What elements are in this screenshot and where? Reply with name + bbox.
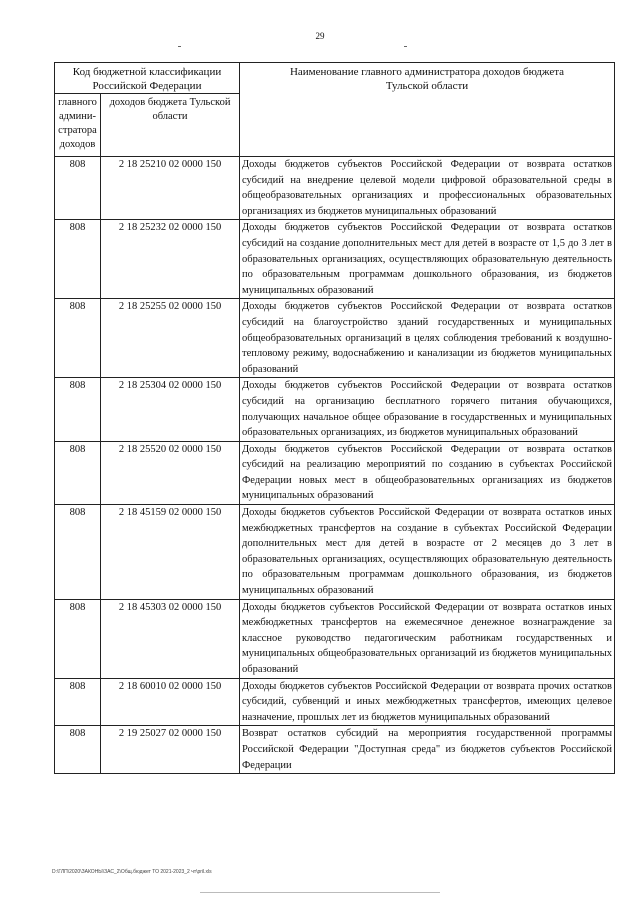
admin-code-cell: 808 bbox=[55, 220, 101, 299]
table-row bbox=[55, 299, 615, 378]
budget-code-cell: 2 18 25255 02 0000 150 bbox=[101, 299, 240, 378]
header-budget-revenues: доходов бюджета Тульской области bbox=[101, 94, 240, 157]
table-row bbox=[55, 378, 615, 441]
admin-code-cell: 808 bbox=[55, 378, 101, 441]
revenue-name-cell: Доходы бюджетов субъектов Российской Федерации от возврата остатков иных межбюджетных трансфертов на создание в субъектах Российской Федерации дополнительных мест для детей в возрасте от 2 месяцев до 3 лет в образовательных организациях, осуществляющих образовательную деятельность по образовательным программам дошкольного образования, из бюджетов муниципальных образований bbox=[240, 505, 615, 600]
revenue-name-cell: Доходы бюджетов субъектов Российской Федерации от возврата остатков субсидий на создание дополнительных мест для детей в возрасте от 1,5 до 3 лет в образовательных организациях, осуществляющих образовательную деятельность по образовательным программам дошкольного образования, из бюджетов муниципальных образований bbox=[240, 220, 615, 299]
budget-code-cell: 2 18 25210 02 0000 150 bbox=[101, 157, 240, 220]
table-row bbox=[55, 157, 615, 220]
admin-code-cell: 808 bbox=[55, 157, 101, 220]
revenue-name-cell: Возврат остатков субсидий на мероприятия государственной программы Российской Федерации "Доступная среда" из бюджетов субъектов Российской Федерации bbox=[240, 726, 615, 774]
budget-code-cell: 2 19 25027 02 0000 150 bbox=[101, 726, 240, 774]
table-row bbox=[55, 505, 615, 600]
admin-code-cell: 808 bbox=[55, 726, 101, 774]
page-number: 29 bbox=[315, 31, 325, 41]
budget-code-cell: 2 18 25232 02 0000 150 bbox=[101, 220, 240, 299]
scan-speck bbox=[404, 46, 407, 47]
budget-code-cell: 2 18 45159 02 0000 150 bbox=[101, 505, 240, 600]
header-row-top bbox=[55, 63, 615, 94]
revenue-name-cell: Доходы бюджетов субъектов Российской Федерации от возврата остатков иных межбюджетных трансфертов на ежемесячное денежное вознаграждение за классное руководство педагогическим работникам государственных и муниципальных общеобразовательных организаций из бюджетов муниципальных образований bbox=[240, 599, 615, 678]
scan-speck bbox=[178, 46, 181, 47]
footer-divider bbox=[200, 892, 440, 893]
revenue-name-cell: Доходы бюджетов субъектов Российской Федерации от возврата прочих остатков субсидий, субвенций и иных межбюджетных трансфертов, имеющих целевое назначение, прошлых лет из бюджетов муниципальных образований bbox=[240, 678, 615, 726]
table-row bbox=[55, 726, 615, 774]
file-path-footer: D:\ГЛП\2020\ЗАКОНЫ\ЗАС_2\Общ.бюджет ТО 2021-2023_2 чт\pril.xls bbox=[52, 869, 212, 875]
revenue-table bbox=[54, 62, 615, 774]
header-main-administrator: главного админи-стратора доходов bbox=[55, 94, 101, 157]
budget-code-cell: 2 18 45303 02 0000 150 bbox=[101, 599, 240, 678]
revenue-name-cell: Доходы бюджетов субъектов Российской Федерации от возврата остатков субсидий на реализацию мероприятий по созданию в субъектах Российской Федерации новых мест в общеобразовательных организациях из бюджетов муниципальных образований bbox=[240, 441, 615, 504]
budget-code-cell: 2 18 60010 02 0000 150 bbox=[101, 678, 240, 726]
header-administrator-name: Наименование главного администратора доходов бюджета Тульской области bbox=[240, 63, 615, 157]
header-classification-code: Код бюджетной классификации Российской Федерации bbox=[55, 63, 240, 94]
budget-code-cell: 2 18 25304 02 0000 150 bbox=[101, 378, 240, 441]
revenue-name-cell: Доходы бюджетов субъектов Российской Федерации от возврата остатков субсидий на внедрение целевой модели цифровой образовательной среды в общеобразовательных организациях и профессиональных образовательных организациях из бюджетов муниципальных образований bbox=[240, 157, 615, 220]
budget-code-cell: 2 18 25520 02 0000 150 bbox=[101, 441, 240, 504]
table-row bbox=[55, 678, 615, 726]
admin-code-cell: 808 bbox=[55, 299, 101, 378]
revenue-name-cell: Доходы бюджетов субъектов Российской Федерации от возврата остатков субсидий на благоустройство зданий государственных и муниципальных общеобразовательных организаций в целях соблюдения требований к воздушно-тепловому режиму, водоснабжению и канализации из бюджетов муниципальных образований bbox=[240, 299, 615, 378]
revenue-name-cell: Доходы бюджетов субъектов Российской Федерации от возврата остатков субсидий на организацию бесплатного горячего питания обучающихся, получающих начальное общее образование в государственных и муниципальных образовательных организациях, из бюджетов муниципальных образований bbox=[240, 378, 615, 441]
admin-code-cell: 808 bbox=[55, 441, 101, 504]
admin-code-cell: 808 bbox=[55, 505, 101, 600]
table-row bbox=[55, 441, 615, 504]
admin-code-cell: 808 bbox=[55, 599, 101, 678]
admin-code-cell: 808 bbox=[55, 678, 101, 726]
table-row bbox=[55, 220, 615, 299]
table-row bbox=[55, 599, 615, 678]
